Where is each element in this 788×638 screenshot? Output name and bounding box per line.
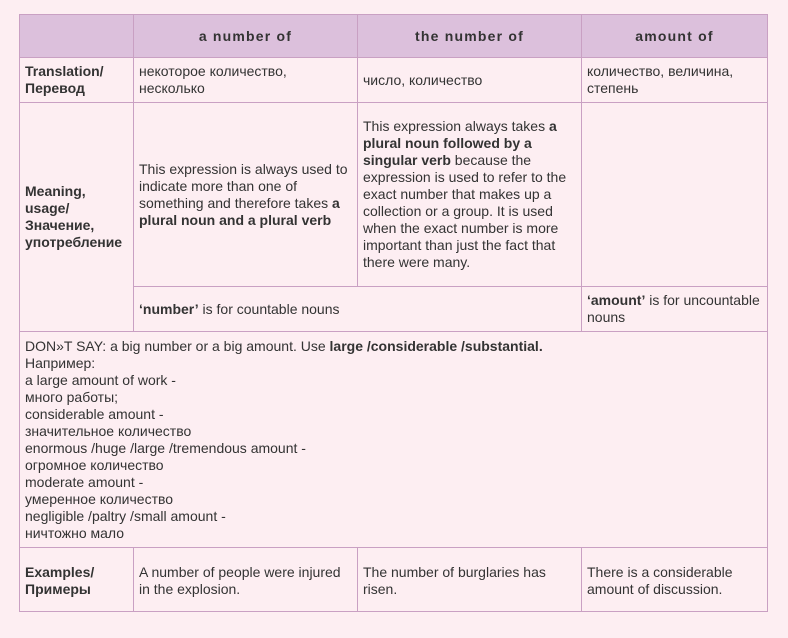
example-the-number-of: The number of burglaries has risen.	[358, 548, 582, 612]
dont-say-intro	[25, 338, 762, 355]
meaning-a-number-of-bold: a plural noun and a plural verb	[139, 194, 340, 228]
translation-the-number-of: число, количество	[358, 58, 582, 103]
header-corner-cell	[20, 15, 134, 58]
grammar-comparison-table	[19, 14, 768, 612]
dont-say-text: DON»T SAY: a big number or a big amount. Use	[25, 338, 330, 354]
example-a-number-of: A number of people were injured in the explosion.	[134, 548, 358, 612]
number-note-bold: ‘number’	[139, 300, 199, 317]
dont-say-row	[20, 332, 768, 548]
dont-say-line: умеренное количество	[25, 491, 174, 507]
meaning-the-number-of	[358, 103, 582, 287]
translation-row-label	[20, 58, 134, 103]
translation-amount-of: количество, величина, степень	[582, 58, 768, 103]
number-note-text: is for countable nouns	[198, 300, 340, 317]
dont-say-line: negligible /paltry /small amount -	[25, 508, 226, 524]
examples-label-line2: Примеры	[25, 581, 91, 597]
dont-say-line: значительное количество	[25, 423, 192, 439]
dont-say-line: много работы;	[25, 389, 119, 405]
examples-row	[20, 548, 768, 612]
translation-label-line2: Перевод	[25, 80, 85, 96]
amount-note-text: is for uncountable nouns	[587, 292, 760, 325]
meaning-the-number-of-bold: a plural noun followed by a singular verb	[363, 118, 557, 168]
dont-say-line: moderate amount -	[25, 474, 144, 490]
translation-row	[20, 58, 768, 103]
amount-note-bold: ‘amount’	[587, 292, 646, 308]
header-amount-of: amount of	[582, 15, 768, 58]
example-amount-of: There is a considerable amount of discussion.	[582, 548, 768, 612]
dont-say-line: ничтожно мало	[25, 525, 125, 541]
amount-uncountable-note	[582, 287, 768, 332]
meaning-the-number-of-text-before: This expression always takes	[363, 118, 549, 134]
meaning-a-number-of-text: This expression is always used to indicate more than one of something and therefore takes	[139, 160, 348, 211]
meaning-row-label	[20, 103, 134, 332]
dont-say-line: огромное количество	[25, 457, 164, 473]
translation-a-number-of: некоторое количество, несколько	[134, 58, 358, 103]
dont-say-line: a large amount of work -	[25, 372, 176, 388]
meaning-amount-of	[582, 103, 768, 287]
dont-say-line: Например:	[25, 355, 96, 371]
header-row	[20, 15, 768, 58]
dont-say-cell	[20, 332, 768, 548]
dont-say-bold: large /considerable /substantial.	[329, 338, 543, 354]
meaning-label-line3: Значение,	[25, 217, 95, 233]
meaning-row	[20, 103, 768, 287]
meaning-label-line1: Meaning,	[25, 183, 86, 199]
meaning-label-line2: usage/	[25, 200, 70, 216]
meaning-label-line4: употребление	[25, 234, 123, 250]
examples-row-label	[20, 548, 134, 612]
header-the-number-of: the number of	[358, 15, 582, 58]
number-countable-note	[134, 287, 582, 332]
meaning-a-number-of	[134, 103, 358, 287]
dont-say-line: considerable amount -	[25, 406, 164, 422]
examples-label-line1: Examples/	[25, 564, 95, 580]
translation-label-line1: Translation/	[25, 63, 104, 79]
meaning-the-number-of-text-after: because the expression is used to refer to the exact number that makes up a collection or a group. It is used when the exact number is more important than just the fact that there were many.	[363, 152, 567, 270]
dont-say-line: enormous /huge /large /tremendous amount -	[25, 440, 306, 456]
header-a-number-of: a number of	[134, 15, 358, 58]
